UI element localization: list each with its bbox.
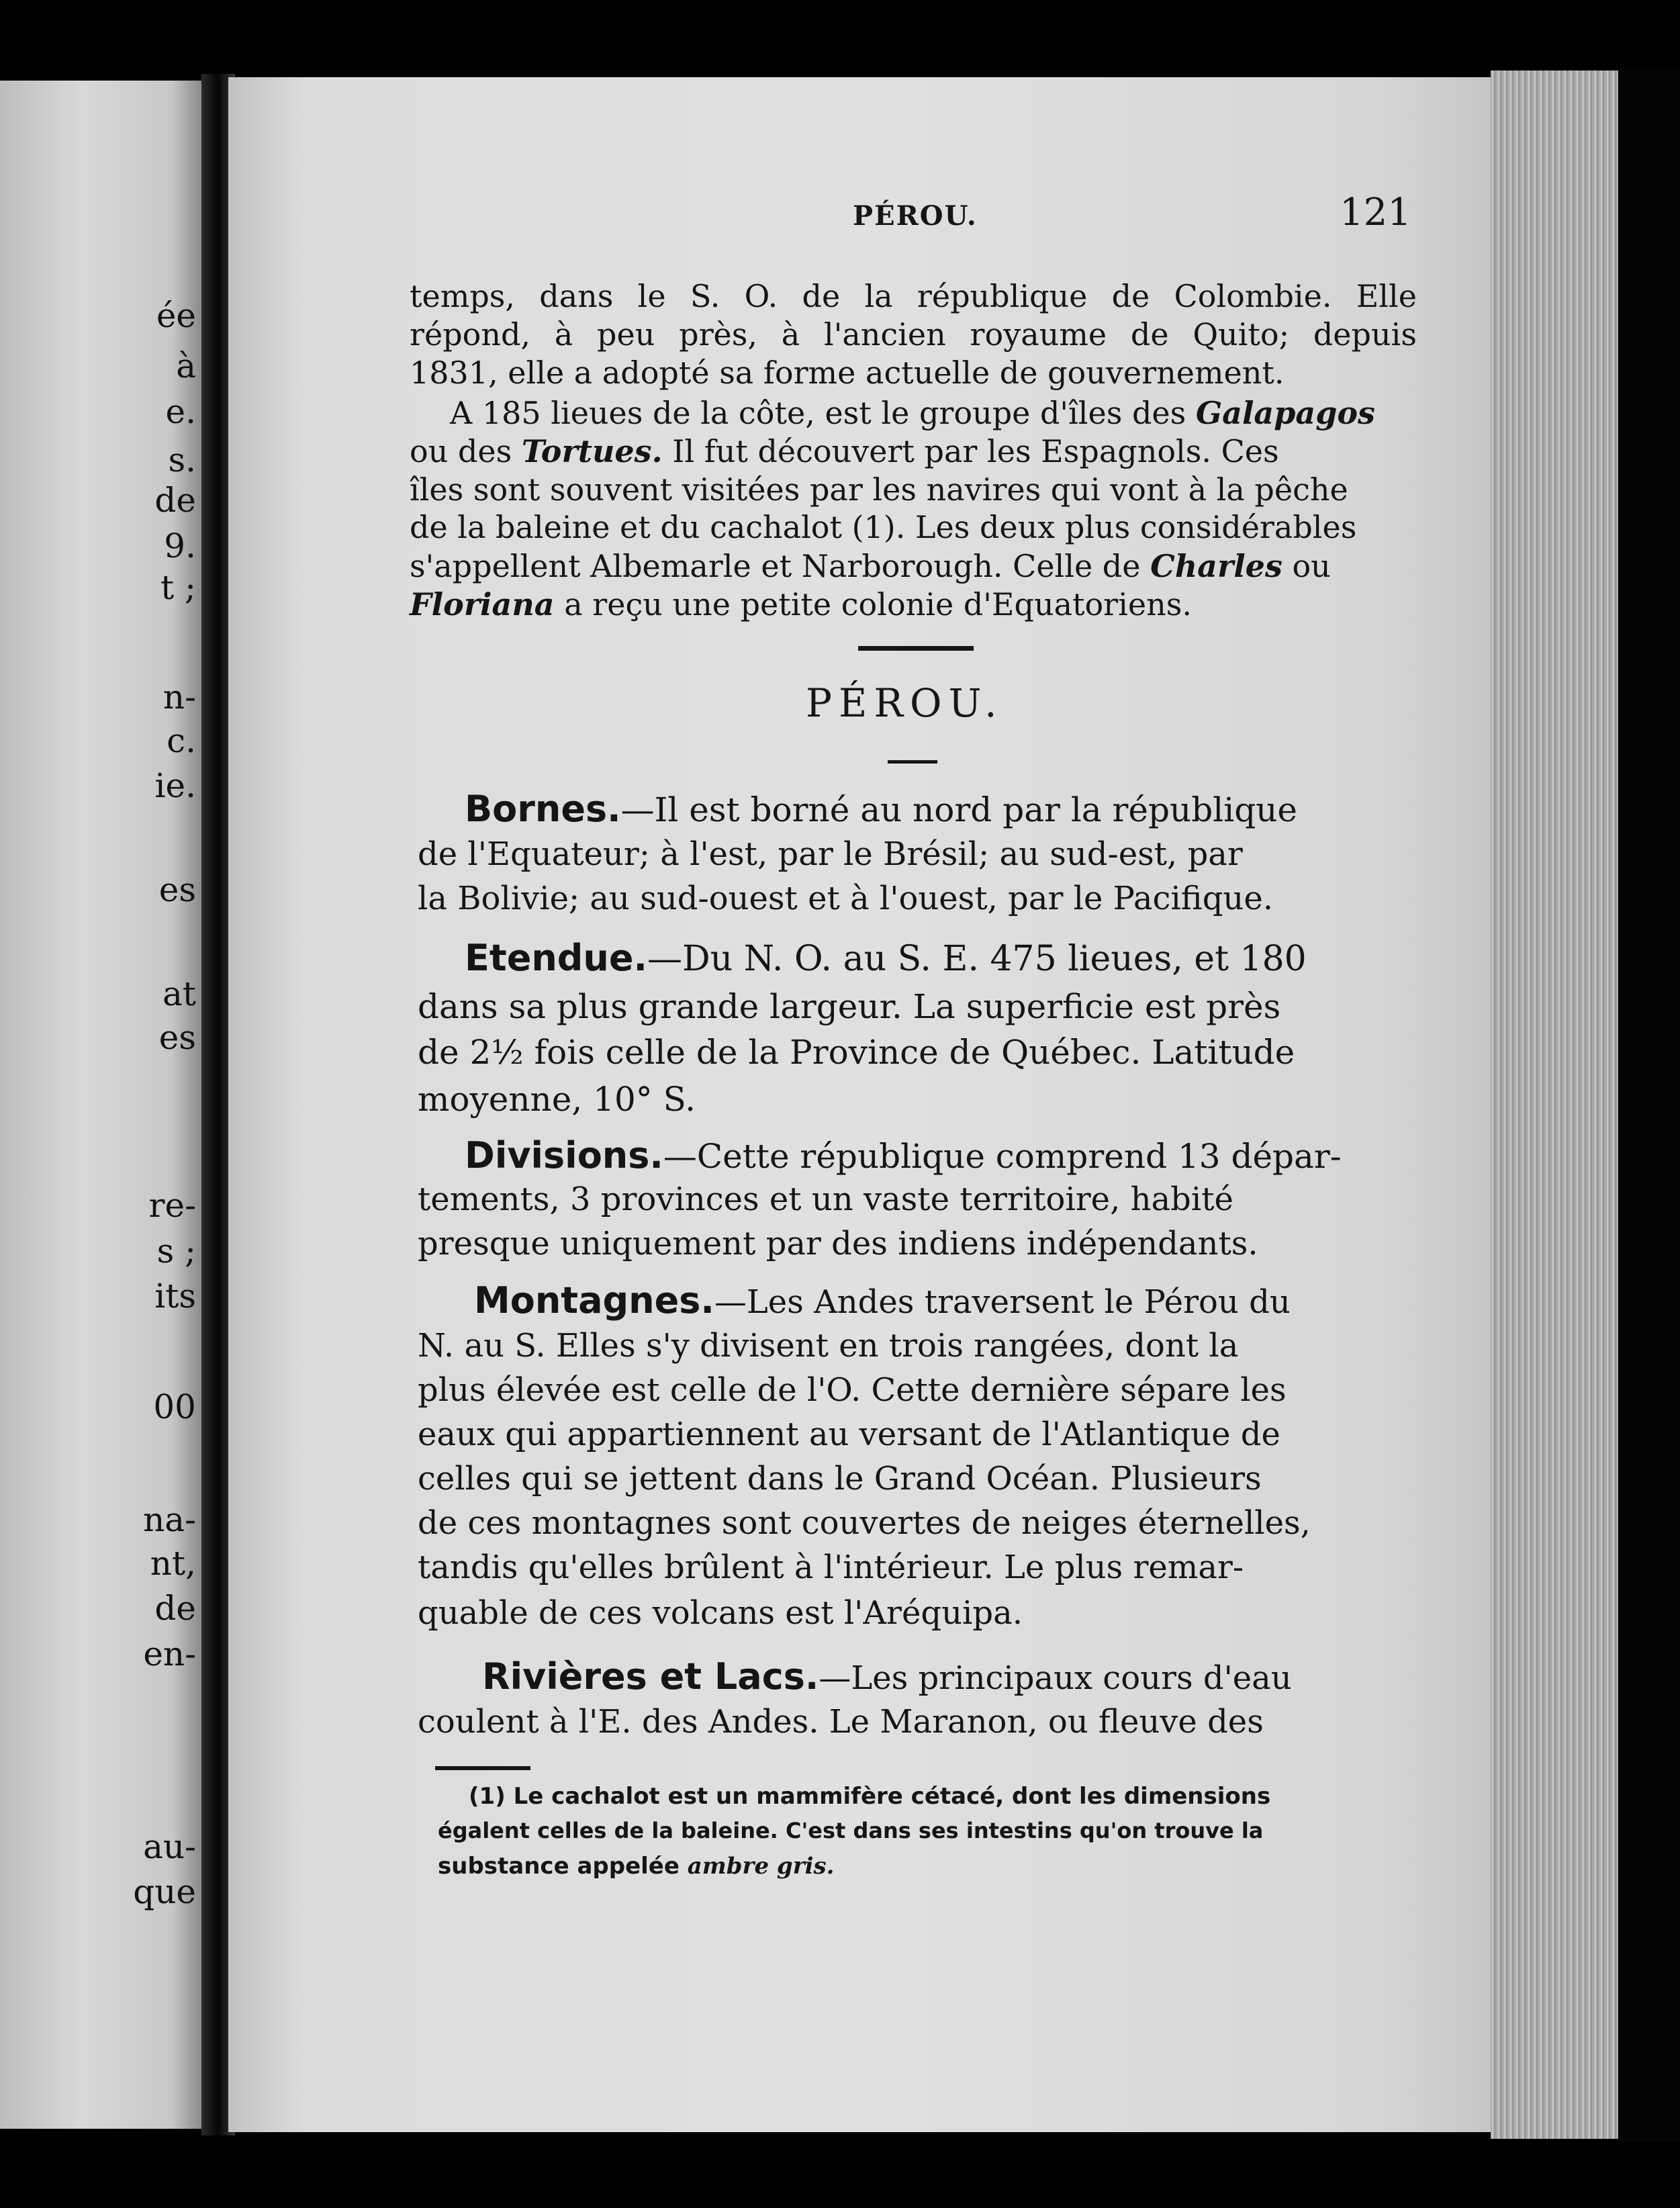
left-page-fragment: s. [168,441,196,479]
page-edges [1491,71,1618,2139]
left-page-fragment: e. [165,392,196,431]
running-head: PÉROU. [853,200,978,232]
left-page-fragment: re- [148,1186,196,1225]
text-line: plus élevée est celle de l'O. Cette dernière sépare les [418,1371,1287,1409]
text-line: Floriana a reçu une petite colonie d'Equatoriens. [410,586,1192,623]
left-page-fragment: en- [143,1635,196,1673]
bornes-paragraph: Bornes.—Il est borné au nord par la république [465,788,1297,830]
text-line: coulent à l'E. des Andes. Le Maranon, ou fleuve des [418,1703,1264,1741]
text-line: presque uniquement par des indiens indépendants. [418,1225,1258,1262]
left-page-fragment: its [154,1277,196,1316]
page-edges-shadow [1618,67,1680,2142]
rivieres-paragraph: Rivières et Lacs.—Les principaux cours d'eau [482,1655,1292,1698]
floriana-name: Floriana [410,586,555,623]
left-page-fragment: à [176,347,196,385]
left-page-fragment: t ; [160,568,196,607]
text-line: de l'Equateur; à l'est, par le Brésil; au sud-est, par [418,835,1243,873]
left-page-fragment: 00 [153,1387,196,1426]
charles-name: Charles [1150,548,1282,584]
text-line: de ces montagnes sont couvertes de neiges éternelles, [418,1504,1311,1542]
text-line: répond, à peu près, à l'ancien royaume de Quito; depuis [410,316,1417,353]
left-page-fragment: n- [162,678,196,717]
divisions-paragraph: Divisions.—Cette république comprend 13 dépar- [465,1134,1342,1177]
left-page-fragment: au- [143,1827,196,1866]
left-page-fragment: c. [167,721,196,760]
footnote-rule [435,1766,530,1770]
section-dash [888,760,937,764]
etendue-paragraph: Etendue.—Du N. O. au S. E. 475 lieues, et 180 [465,937,1307,979]
text-line: eaux qui appartiennent au versant de l'Atlantique de [418,1416,1280,1453]
footnote-line: substance appelée ambre gris. [438,1853,835,1880]
text-line: îles sont souvent visitées par les navires qui vont à la pêche [410,471,1348,508]
tortues-name: Tortues. [521,433,663,469]
left-page-fragment: ée [156,296,196,335]
left-facing-page [0,81,201,2129]
text-line: temps, dans le S. O. de la république de Colombie. Elle [410,278,1417,314]
left-page-fragment: es [158,1018,196,1057]
montagnes-heading: Montagnes. [474,1279,714,1322]
text-line: dans sa plus grande largeur. La superficie est près [418,987,1281,1026]
left-page-fragment: s ; [156,1232,196,1271]
page-number: 121 [1340,191,1411,234]
divisions-heading: Divisions. [465,1134,663,1177]
text-line: tements, 3 provinces et un vaste territoire, habité [418,1181,1233,1218]
etendue-heading: Etendue. [465,937,648,979]
left-page-fragment: de [154,1589,196,1628]
footnote-line: égalent celles de la baleine. C'est dans ses intestins qu'on trouve la [438,1818,1264,1843]
left-page-fragment: de [154,481,196,520]
text-line: N. au S. Elles s'y divisent en trois rangées, dont la [418,1327,1239,1365]
ambre-gris: ambre gris. [687,1853,835,1880]
text-line: moyenne, 10° S. [418,1080,696,1119]
text-line: ou des Tortues. Il fut découvert par les Espagnols. Ces [410,433,1279,469]
text-line: la Bolivie; au sud-ouest et à l'ouest, par le Pacifique. [418,880,1273,917]
montagnes-paragraph: Montagnes.—Les Andes traversent le Pérou du [474,1279,1291,1322]
section-title: PÉROU. [806,680,1004,726]
text-line: celles qui se jettent dans le Grand Océan. Plusieurs [418,1460,1262,1498]
footnote-line: (1) Le cachalot est un mammifère cétacé, dont les dimensions [469,1783,1271,1810]
text-line: A 185 lieues de la côte, est le groupe d'îles des Galapagos [450,395,1375,431]
rivieres-heading: Rivières et Lacs. [482,1655,819,1698]
text-line: s'appellent Albemarle et Narborough. Celle de Charles ou [410,548,1331,584]
left-page-fragment: na- [143,1500,196,1539]
section-rule [858,646,974,651]
left-page-fragment: nt, [150,1544,196,1583]
text-line: de la baleine et du cachalot (1). Les deux plus considérables [410,509,1357,545]
bornes-heading: Bornes. [465,788,621,830]
text-line: quable de ces volcans est l'Aréquipa. [418,1594,1023,1632]
text-line: tandis qu'elles brûlent à l'intérieur. Le plus remar- [418,1549,1244,1586]
left-page-fragment: que [133,1872,196,1911]
text-line: 1831, elle a adopté sa forme actuelle de gouvernement. [410,355,1285,391]
left-page-fragment: 9. [164,526,196,565]
left-page-fragment: ie. [154,766,196,805]
left-page-fragment: es [158,870,196,909]
galapagos-name: Galapagos [1195,395,1375,431]
text-line: de 2½ fois celle de la Province de Québec. Latitude [418,1033,1295,1072]
left-page-fragment: at [162,974,196,1013]
